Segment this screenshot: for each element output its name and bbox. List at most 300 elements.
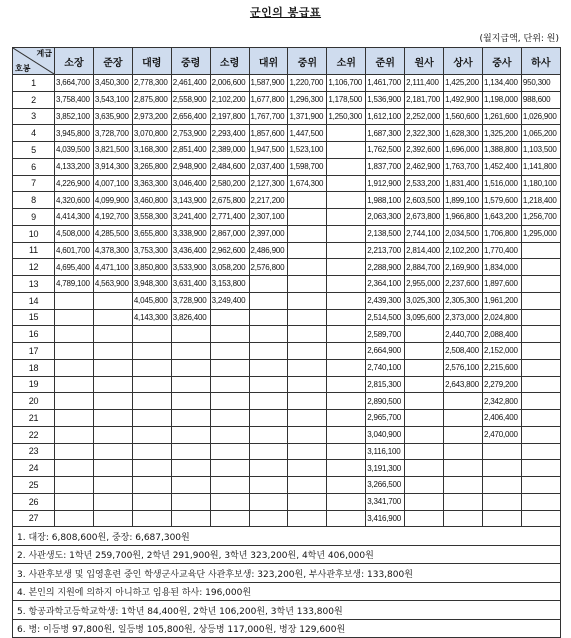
pay-cell xyxy=(210,359,249,376)
pay-cell xyxy=(93,477,132,494)
pay-cell: 1,677,800 xyxy=(249,91,288,108)
pay-cell xyxy=(521,393,560,410)
pay-cell: 1,178,500 xyxy=(327,91,366,108)
step-number: 22 xyxy=(13,426,55,443)
pay-cell xyxy=(210,343,249,360)
pay-cell: 2,305,300 xyxy=(444,292,483,309)
footnote-row xyxy=(13,545,561,564)
step-number: 1 xyxy=(13,75,55,92)
pay-cell xyxy=(327,225,366,242)
footnote-text: 6. 병: 이등병 97,800원, 일등병 105,800원, 상등병 117,000원, 병장 129,600원 xyxy=(13,619,561,638)
pay-cell: 4,789,100 xyxy=(55,276,94,293)
pay-cell: 2,875,800 xyxy=(132,91,171,108)
pay-cell xyxy=(93,510,132,527)
pay-rows xyxy=(13,75,561,527)
step-number: 7 xyxy=(13,175,55,192)
pay-cell: 3,070,800 xyxy=(132,125,171,142)
pay-cell xyxy=(93,493,132,510)
table-row xyxy=(13,175,561,192)
pay-cell: 1,899,100 xyxy=(444,192,483,209)
pay-cell: 3,631,400 xyxy=(171,276,210,293)
pay-cell xyxy=(444,493,483,510)
pay-cell xyxy=(521,326,560,343)
pay-cell: 1,706,800 xyxy=(482,225,521,242)
pay-cell xyxy=(55,493,94,510)
pay-cell xyxy=(327,158,366,175)
pay-cell: 1,897,600 xyxy=(482,276,521,293)
pay-cell: 2,486,900 xyxy=(249,242,288,259)
footnote-text: 2. 사관생도: 1학년 259,700원, 2학년 291,900원, 3학년 323,200원, 4학년 406,000원 xyxy=(13,545,561,564)
pay-cell xyxy=(55,477,94,494)
pay-cell xyxy=(521,276,560,293)
pay-cell: 3,153,800 xyxy=(210,276,249,293)
step-number: 4 xyxy=(13,125,55,142)
pay-cell: 2,673,800 xyxy=(405,209,444,226)
pay-cell: 1,295,000 xyxy=(521,225,560,242)
pay-cell xyxy=(521,376,560,393)
pay-cell xyxy=(521,460,560,477)
table-row xyxy=(13,209,561,226)
pay-cell: 1,218,400 xyxy=(521,192,560,209)
pay-cell xyxy=(288,309,327,326)
pay-cell: 3,543,100 xyxy=(93,91,132,108)
pay-cell: 2,406,400 xyxy=(482,410,521,427)
pay-cell: 4,320,600 xyxy=(55,192,94,209)
pay-cell xyxy=(327,376,366,393)
rank-header: 대령 xyxy=(132,48,171,75)
pay-cell xyxy=(93,426,132,443)
pay-cell: 1,831,400 xyxy=(444,175,483,192)
corner-cell xyxy=(13,48,55,75)
pay-cell: 3,143,900 xyxy=(171,192,210,209)
pay-cell xyxy=(93,460,132,477)
pay-cell: 2,778,300 xyxy=(132,75,171,92)
pay-cell xyxy=(132,493,171,510)
pay-cell: 2,102,200 xyxy=(444,242,483,259)
pay-cell: 2,322,300 xyxy=(405,125,444,142)
unit-note: (월지급액, 단위: 원) xyxy=(479,34,559,44)
rank-header: 상사 xyxy=(444,48,483,75)
pay-cell xyxy=(55,410,94,427)
pay-cell xyxy=(249,510,288,527)
pay-cell xyxy=(171,343,210,360)
rank-header: 중령 xyxy=(171,48,210,75)
pay-cell: 3,914,300 xyxy=(93,158,132,175)
rank-header: 대위 xyxy=(249,48,288,75)
pay-cell xyxy=(93,393,132,410)
step-number: 18 xyxy=(13,359,55,376)
pay-cell xyxy=(210,493,249,510)
pay-cell: 3,945,800 xyxy=(55,125,94,142)
pay-cell xyxy=(405,359,444,376)
pay-cell: 2,397,000 xyxy=(249,225,288,242)
table-row xyxy=(13,276,561,293)
pay-cell: 3,058,200 xyxy=(210,259,249,276)
pay-cell xyxy=(482,493,521,510)
pay-cell xyxy=(171,493,210,510)
pay-cell xyxy=(171,510,210,527)
pay-cell xyxy=(93,292,132,309)
pay-cell xyxy=(327,309,366,326)
pay-cell: 2,439,300 xyxy=(366,292,405,309)
rank-header: 중사 xyxy=(482,48,521,75)
pay-cell xyxy=(327,343,366,360)
pay-cell: 1,296,300 xyxy=(288,91,327,108)
pay-cell xyxy=(171,359,210,376)
pay-cell xyxy=(288,209,327,226)
pay-cell xyxy=(288,393,327,410)
pay-cell xyxy=(482,460,521,477)
pay-cell xyxy=(171,443,210,460)
pay-cell xyxy=(249,292,288,309)
pay-cell xyxy=(521,359,560,376)
pay-cell: 2,955,000 xyxy=(405,276,444,293)
pay-cell xyxy=(288,242,327,259)
pay-cell xyxy=(444,510,483,527)
pay-cell xyxy=(93,326,132,343)
pay-cell: 3,191,300 xyxy=(366,460,405,477)
pay-cell xyxy=(405,493,444,510)
pay-cell: 1,612,100 xyxy=(366,108,405,125)
pay-cell: 1,696,000 xyxy=(444,142,483,159)
pay-cell xyxy=(249,493,288,510)
pay-cell: 2,603,500 xyxy=(405,192,444,209)
pay-cell: 1,674,300 xyxy=(288,175,327,192)
pay-cell: 1,516,000 xyxy=(482,175,521,192)
pay-cell xyxy=(327,359,366,376)
pay-cell: 988,600 xyxy=(521,91,560,108)
pay-cell xyxy=(288,493,327,510)
table-row xyxy=(13,192,561,209)
pay-cell: 2,293,400 xyxy=(210,125,249,142)
pay-cell: 3,460,800 xyxy=(132,192,171,209)
pay-cell xyxy=(327,410,366,427)
table-row xyxy=(13,158,561,175)
step-number: 8 xyxy=(13,192,55,209)
pay-cell: 1,767,700 xyxy=(249,108,288,125)
pay-cell xyxy=(249,410,288,427)
pay-cell: 2,364,100 xyxy=(366,276,405,293)
pay-cell: 2,252,000 xyxy=(405,108,444,125)
pay-cell: 2,589,700 xyxy=(366,326,405,343)
step-number: 16 xyxy=(13,326,55,343)
pay-cell: 4,285,500 xyxy=(93,225,132,242)
pay-cell: 2,851,400 xyxy=(171,142,210,159)
pay-cell: 2,215,600 xyxy=(482,359,521,376)
pay-cell: 2,656,400 xyxy=(171,108,210,125)
step-number: 17 xyxy=(13,343,55,360)
pay-cell xyxy=(171,477,210,494)
pay-cell xyxy=(210,477,249,494)
pay-cell xyxy=(55,326,94,343)
pay-cell: 2,197,800 xyxy=(210,108,249,125)
pay-cell: 1,447,500 xyxy=(288,125,327,142)
footnote-row xyxy=(13,564,561,583)
table-row xyxy=(13,108,561,125)
pay-cell: 1,643,200 xyxy=(482,209,521,226)
rank-header: 소령 xyxy=(210,48,249,75)
table-row xyxy=(13,493,561,510)
pay-cell: 2,815,300 xyxy=(366,376,405,393)
pay-cell xyxy=(444,410,483,427)
pay-cell xyxy=(327,443,366,460)
table-row xyxy=(13,242,561,259)
pay-cell: 2,088,400 xyxy=(482,326,521,343)
pay-cell xyxy=(132,326,171,343)
pay-cell: 2,288,900 xyxy=(366,259,405,276)
table-row xyxy=(13,359,561,376)
pay-cell xyxy=(444,393,483,410)
pay-cell: 1,065,200 xyxy=(521,125,560,142)
pay-cell: 2,514,500 xyxy=(366,309,405,326)
pay-cell: 3,753,300 xyxy=(132,242,171,259)
pay-cell xyxy=(249,359,288,376)
pay-cell: 3,664,700 xyxy=(55,75,94,92)
pay-cell: 4,471,100 xyxy=(93,259,132,276)
pay-cell xyxy=(249,276,288,293)
pay-cell: 1,461,700 xyxy=(366,75,405,92)
pay-cell xyxy=(210,460,249,477)
pay-cell: 2,024,800 xyxy=(482,309,521,326)
pay-cell xyxy=(249,309,288,326)
pay-cell: 2,034,500 xyxy=(444,225,483,242)
pay-cell xyxy=(249,343,288,360)
pay-cell xyxy=(288,343,327,360)
pay-cell: 1,250,300 xyxy=(327,108,366,125)
pay-cell xyxy=(327,326,366,343)
pay-cell xyxy=(93,359,132,376)
pay-cell xyxy=(405,510,444,527)
table-row xyxy=(13,343,561,360)
pay-cell: 3,655,800 xyxy=(132,225,171,242)
corner-label-rank: 계급 xyxy=(36,49,52,58)
pay-cell: 1,762,500 xyxy=(366,142,405,159)
pay-cell xyxy=(288,292,327,309)
pay-cell: 2,771,400 xyxy=(210,209,249,226)
pay-cell xyxy=(288,443,327,460)
pay-cell: 3,558,300 xyxy=(132,209,171,226)
pay-cell: 1,598,700 xyxy=(288,158,327,175)
pay-cell: 3,265,800 xyxy=(132,158,171,175)
rank-header: 중위 xyxy=(288,48,327,75)
pay-cell: 2,753,900 xyxy=(171,125,210,142)
pay-cell: 3,758,400 xyxy=(55,91,94,108)
pay-cell: 3,241,400 xyxy=(171,209,210,226)
pay-cell xyxy=(93,410,132,427)
pay-cell: 1,579,600 xyxy=(482,192,521,209)
pay-cell: 3,363,300 xyxy=(132,175,171,192)
pay-cell xyxy=(521,493,560,510)
page-title: 군인의 봉급표 xyxy=(249,6,322,19)
pay-cell: 2,440,700 xyxy=(444,326,483,343)
pay-cell xyxy=(521,259,560,276)
table-row xyxy=(13,426,561,443)
table-row xyxy=(13,460,561,477)
pay-cell xyxy=(288,326,327,343)
pay-cell: 1,106,700 xyxy=(327,75,366,92)
pay-cell xyxy=(132,410,171,427)
pay-cell: 1,536,900 xyxy=(366,91,405,108)
pay-cell xyxy=(132,359,171,376)
pay-cell: 4,007,100 xyxy=(93,175,132,192)
pay-cell: 1,687,300 xyxy=(366,125,405,142)
pay-cell xyxy=(249,443,288,460)
step-number: 2 xyxy=(13,91,55,108)
pay-cell: 2,373,000 xyxy=(444,309,483,326)
pay-cell xyxy=(288,376,327,393)
pay-cell: 1,523,100 xyxy=(288,142,327,159)
pay-cell xyxy=(521,443,560,460)
footnote-text: 4. 본인의 지원에 의하지 아니하고 임용된 하사: 196,000원 xyxy=(13,582,561,601)
pay-cell: 2,814,400 xyxy=(405,242,444,259)
step-number: 25 xyxy=(13,477,55,494)
pay-cell xyxy=(249,393,288,410)
rank-header: 소위 xyxy=(327,48,366,75)
pay-cell xyxy=(55,510,94,527)
step-number: 5 xyxy=(13,142,55,159)
pay-cell: 2,063,300 xyxy=(366,209,405,226)
pay-cell xyxy=(249,460,288,477)
pay-cell: 1,492,900 xyxy=(444,91,483,108)
pay-cell: 4,695,400 xyxy=(55,259,94,276)
pay-cell xyxy=(288,225,327,242)
pay-cell: 4,045,800 xyxy=(132,292,171,309)
table-row xyxy=(13,443,561,460)
pay-cell: 3,416,900 xyxy=(366,510,405,527)
pay-cell: 3,249,400 xyxy=(210,292,249,309)
pay-cell xyxy=(482,477,521,494)
table-row xyxy=(13,510,561,527)
table-row xyxy=(13,125,561,142)
pay-cell: 3,338,900 xyxy=(171,225,210,242)
pay-cell xyxy=(132,343,171,360)
step-number: 9 xyxy=(13,209,55,226)
pay-cell xyxy=(405,460,444,477)
pay-cell: 4,601,700 xyxy=(55,242,94,259)
pay-cell xyxy=(249,326,288,343)
pay-cell xyxy=(405,376,444,393)
step-number: 27 xyxy=(13,510,55,527)
pay-cell xyxy=(444,443,483,460)
pay-cell: 1,261,600 xyxy=(482,108,521,125)
footnote-text: 5. 항공과학고등학교학생: 1학년 84,400원, 2학년 106,200원, 3학년 133,800원 xyxy=(13,601,561,620)
pay-cell xyxy=(210,426,249,443)
pay-cell: 1,220,700 xyxy=(288,75,327,92)
pay-cell: 2,462,900 xyxy=(405,158,444,175)
pay-cell xyxy=(327,292,366,309)
pay-cell xyxy=(444,460,483,477)
pay-cell xyxy=(93,309,132,326)
pay-cell xyxy=(288,276,327,293)
pay-cell xyxy=(521,510,560,527)
pay-cell: 4,143,300 xyxy=(132,309,171,326)
pay-cell: 2,470,000 xyxy=(482,426,521,443)
pay-cell xyxy=(444,477,483,494)
pay-cell xyxy=(288,192,327,209)
pay-cell xyxy=(327,209,366,226)
pay-cell xyxy=(132,426,171,443)
table-row xyxy=(13,91,561,108)
pay-cell: 1,947,500 xyxy=(249,142,288,159)
step-number: 11 xyxy=(13,242,55,259)
pay-cell: 1,256,700 xyxy=(521,209,560,226)
pay-cell xyxy=(327,259,366,276)
pay-cell xyxy=(210,309,249,326)
pay-cell: 4,414,300 xyxy=(55,209,94,226)
pay-cell: 2,169,900 xyxy=(444,259,483,276)
step-number: 20 xyxy=(13,393,55,410)
pay-table xyxy=(12,47,561,638)
pay-cell xyxy=(210,510,249,527)
pay-cell: 2,740,100 xyxy=(366,359,405,376)
pay-cell: 3,850,800 xyxy=(132,259,171,276)
pay-cell: 1,770,400 xyxy=(482,242,521,259)
table-row xyxy=(13,309,561,326)
pay-cell: 2,580,200 xyxy=(210,175,249,192)
pay-cell xyxy=(93,376,132,393)
pay-cell: 2,342,800 xyxy=(482,393,521,410)
pay-cell xyxy=(405,393,444,410)
pay-cell xyxy=(132,393,171,410)
pay-cell xyxy=(55,343,94,360)
pay-cell: 3,436,400 xyxy=(171,242,210,259)
pay-cell: 2,973,200 xyxy=(132,108,171,125)
pay-cell: 3,948,300 xyxy=(132,276,171,293)
pay-cell: 1,837,700 xyxy=(366,158,405,175)
pay-cell: 2,181,700 xyxy=(405,91,444,108)
pay-cell xyxy=(93,343,132,360)
header-row xyxy=(13,48,561,75)
pay-cell: 1,371,900 xyxy=(288,108,327,125)
pay-cell xyxy=(210,443,249,460)
pay-cell: 2,508,400 xyxy=(444,343,483,360)
pay-cell xyxy=(288,259,327,276)
pay-cell: 1,134,400 xyxy=(482,75,521,92)
step-number: 24 xyxy=(13,460,55,477)
pay-cell: 1,141,800 xyxy=(521,158,560,175)
footnote-row xyxy=(13,601,561,620)
pay-cell: 1,452,400 xyxy=(482,158,521,175)
pay-cell xyxy=(249,477,288,494)
pay-cell: 2,037,400 xyxy=(249,158,288,175)
pay-cell: 4,378,300 xyxy=(93,242,132,259)
pay-cell: 4,508,000 xyxy=(55,225,94,242)
pay-cell xyxy=(327,510,366,527)
pay-cell: 3,266,500 xyxy=(366,477,405,494)
pay-cell xyxy=(444,426,483,443)
pay-cell xyxy=(327,460,366,477)
pay-cell xyxy=(327,276,366,293)
step-number: 19 xyxy=(13,376,55,393)
pay-cell: 1,587,900 xyxy=(249,75,288,92)
pay-cell: 2,962,600 xyxy=(210,242,249,259)
footnote-row xyxy=(13,619,561,638)
rank-header: 하사 xyxy=(521,48,560,75)
pay-cell xyxy=(171,410,210,427)
pay-cell xyxy=(327,175,366,192)
pay-cell xyxy=(327,493,366,510)
pay-cell: 2,111,400 xyxy=(405,75,444,92)
pay-cell: 2,461,400 xyxy=(171,75,210,92)
pay-cell xyxy=(171,376,210,393)
step-number: 15 xyxy=(13,309,55,326)
pay-cell xyxy=(132,443,171,460)
pay-cell xyxy=(521,309,560,326)
pay-cell xyxy=(171,393,210,410)
pay-cell: 4,133,200 xyxy=(55,158,94,175)
pay-cell: 1,026,900 xyxy=(521,108,560,125)
pay-cell xyxy=(55,309,94,326)
